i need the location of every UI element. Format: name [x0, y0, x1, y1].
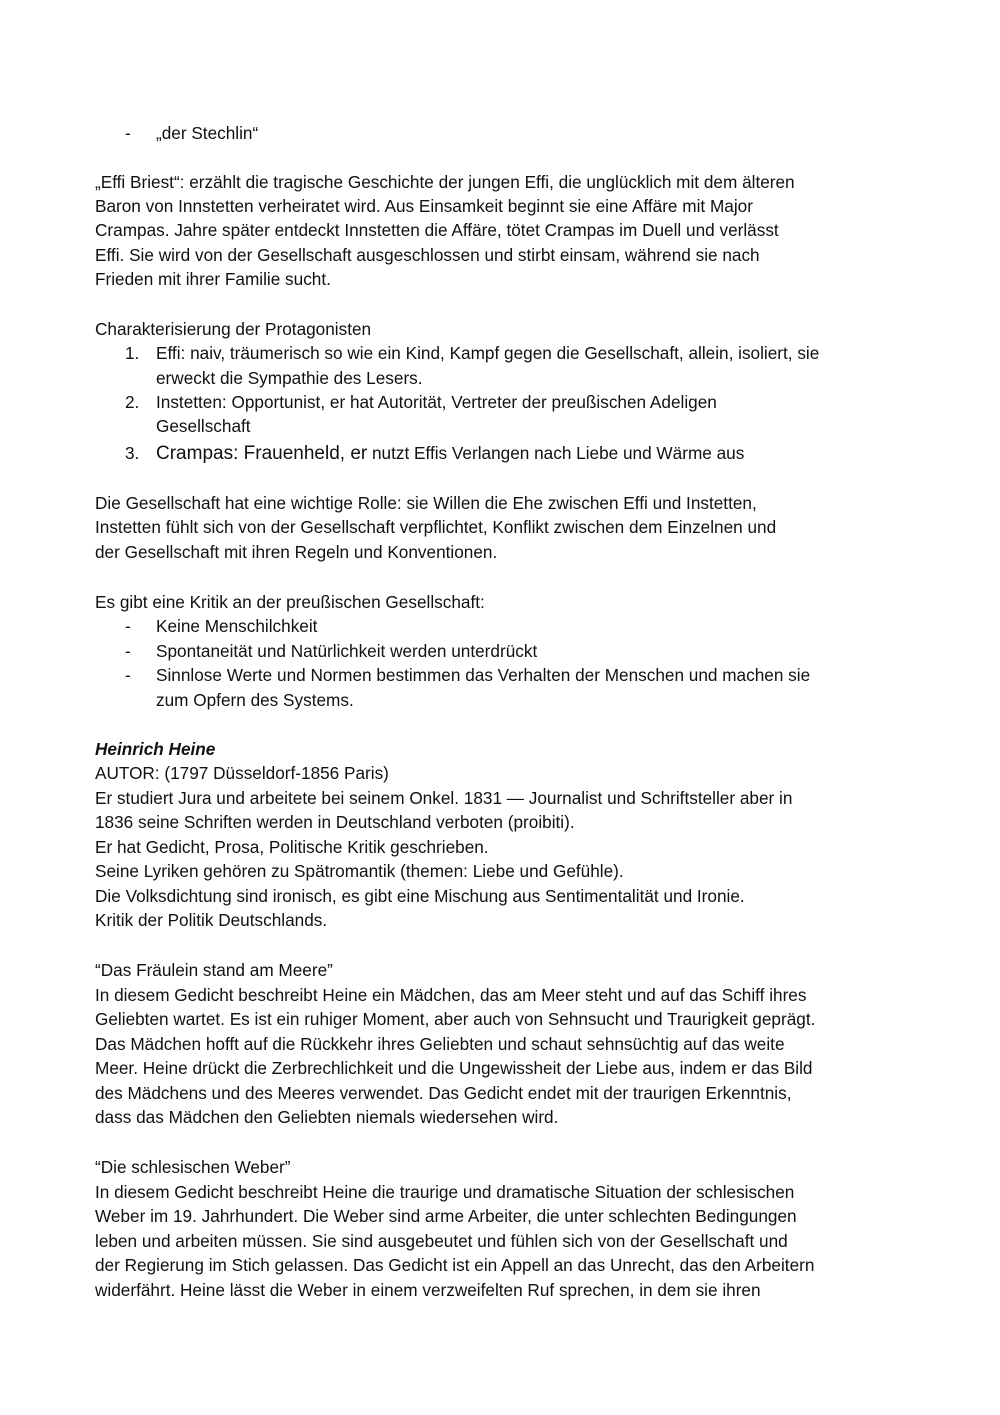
- paragraph-line: 1836 seine Schriften werden in Deutschland verboten (proibiti).: [95, 812, 575, 832]
- section-heading: Es gibt eine Kritik an der preußischen Gesellschaft:: [95, 592, 485, 612]
- paragraph-line: Er hat Gedicht, Prosa, Politische Kritik geschrieben.: [95, 837, 489, 857]
- paragraph-line: widerfährt. Heine lässt die Weber in einem verzweifelten Ruf sprechen, in dem sie ihren: [95, 1280, 761, 1300]
- paragraph-line: Weber im 19. Jahrhundert. Die Weber sind arme Arbeiter, die unter schlechten Bedingungen: [95, 1206, 797, 1226]
- paragraph-line: In diesem Gedicht beschreibt Heine ein Mädchen, das am Meer steht und auf das Schiff ihres: [95, 985, 807, 1005]
- paragraph-line: Instetten fühlt sich von der Gesellschaft verpflichtet, Konflikt zwischen dem Einzelnen und: [95, 517, 777, 537]
- paragraph-line: AUTOR: (1797 Düsseldorf-1856 Paris): [95, 763, 389, 783]
- paragraph-line: des Mädchens und des Meeres verwendet. Das Gedicht endet mit der traurigen Erkenntnis,: [95, 1083, 792, 1103]
- list-item-line: erweckt die Sympathie des Lesers.: [156, 368, 423, 388]
- list-number: 2.: [125, 392, 140, 412]
- paragraph-line: Er studiert Jura und arbeitete bei seinem Onkel. 1831 — Journalist und Schriftsteller aber in: [95, 788, 793, 808]
- paragraph-line: Frieden mit ihrer Familie sucht.: [95, 269, 331, 289]
- list-item-line: Gesellschaft: [156, 416, 251, 436]
- list-item-line: zum Opfern des Systems.: [156, 690, 354, 710]
- paragraph-line: Kritik der Politik Deutschlands.: [95, 910, 328, 930]
- bullet-dash: -: [125, 665, 131, 685]
- bullet-dash: -: [125, 123, 131, 143]
- list-item-line: Sinnlose Werte und Normen bestimmen das Verhalten der Menschen und machen sie: [156, 665, 811, 685]
- list-number: 1.: [125, 343, 140, 363]
- list-item-line: Effi: naiv, träumerisch so wie ein Kind, Kampf gegen die Gesellschaft, allein, isoliert, sie: [156, 343, 820, 363]
- paragraph-line: Die Volksdichtung sind ironisch, es gibt eine Mischung aus Sentimentalität und Ironie.: [95, 886, 745, 906]
- poem-title: “Das Fräulein stand am Meere”: [95, 960, 333, 980]
- paragraph-line: Meer. Heine drückt die Zerbrechlichkeit und die Ungewissheit der Liebe aus, indem er das Bild: [95, 1058, 813, 1078]
- paragraph-line: Baron von Innstetten verheiratet wird. Aus Einsamkeit beginnt sie eine Affäre mit Major: [95, 196, 753, 216]
- paragraph-line: der Gesellschaft mit ihren Regeln und Konventionen.: [95, 542, 498, 562]
- paragraph-line: In diesem Gedicht beschreibt Heine die traurige und dramatische Situation der schlesischen: [95, 1182, 795, 1202]
- bullet-dash: -: [125, 641, 131, 661]
- crampas-description: nutzt Effis Verlangen nach Liebe und Wärme aus: [367, 443, 745, 463]
- section-title: Heinrich Heine: [95, 739, 216, 759]
- crampas-label: Crampas: Frauenheld, er: [156, 443, 368, 464]
- list-item-line: Spontaneität und Natürlichkeit werden unterdrückt: [156, 641, 538, 661]
- paragraph-line: Geliebten wartet. Es ist ein ruhiger Moment, aber auch von Sehnsucht und Traurigkeit geprägt.: [95, 1009, 816, 1029]
- paragraph-line: Effi. Sie wird von der Gesellschaft ausgeschlossen und stirbt einsam, während sie nach: [95, 245, 760, 265]
- list-item-line: [156, 441, 744, 467]
- bullet-dash: -: [125, 616, 131, 636]
- paragraph-line: der Regierung im Stich gelassen. Das Gedicht ist ein Appell an das Unrecht, das den Arbeitern: [95, 1255, 815, 1275]
- paragraph-line: leben und arbeiten müssen. Sie sind ausgebeutet und fühlen sich von der Gesellschaft und: [95, 1231, 788, 1251]
- paragraph-line: Die Gesellschaft hat eine wichtige Rolle: sie Willen die Ehe zwischen Effi und Instetten,: [95, 493, 757, 513]
- paragraph-line: Das Mädchen hofft auf die Rückkehr ihres Geliebten und schaut sehnsüchtig auf das weite: [95, 1034, 785, 1054]
- list-item-line: Keine Menschilchkeit: [156, 616, 318, 636]
- paragraph-line: Crampas. Jahre später entdeckt Innstetten die Affäre, tötet Crampas im Duell und verlässt: [95, 220, 779, 240]
- poem-title: “Die schlesischen Weber”: [95, 1157, 291, 1177]
- paragraph-line: Seine Lyriken gehören zu Spätromantik (themen: Liebe und Gefühle).: [95, 861, 624, 881]
- list-item: „der Stechlin“: [156, 123, 259, 143]
- paragraph-line: „Effi Briest“: erzählt die tragische Geschichte der jungen Effi, die unglücklich mit dem älteren: [95, 172, 795, 192]
- section-heading: Charakterisierung der Protagonisten: [95, 319, 372, 339]
- list-number: 3.: [125, 443, 140, 463]
- list-item-line: Instetten: Opportunist, er hat Autorität, Vertreter der preußischen Adeligen: [156, 392, 717, 412]
- paragraph-line: dass das Mädchen den Geliebten niemals wiedersehen wird.: [95, 1107, 559, 1127]
